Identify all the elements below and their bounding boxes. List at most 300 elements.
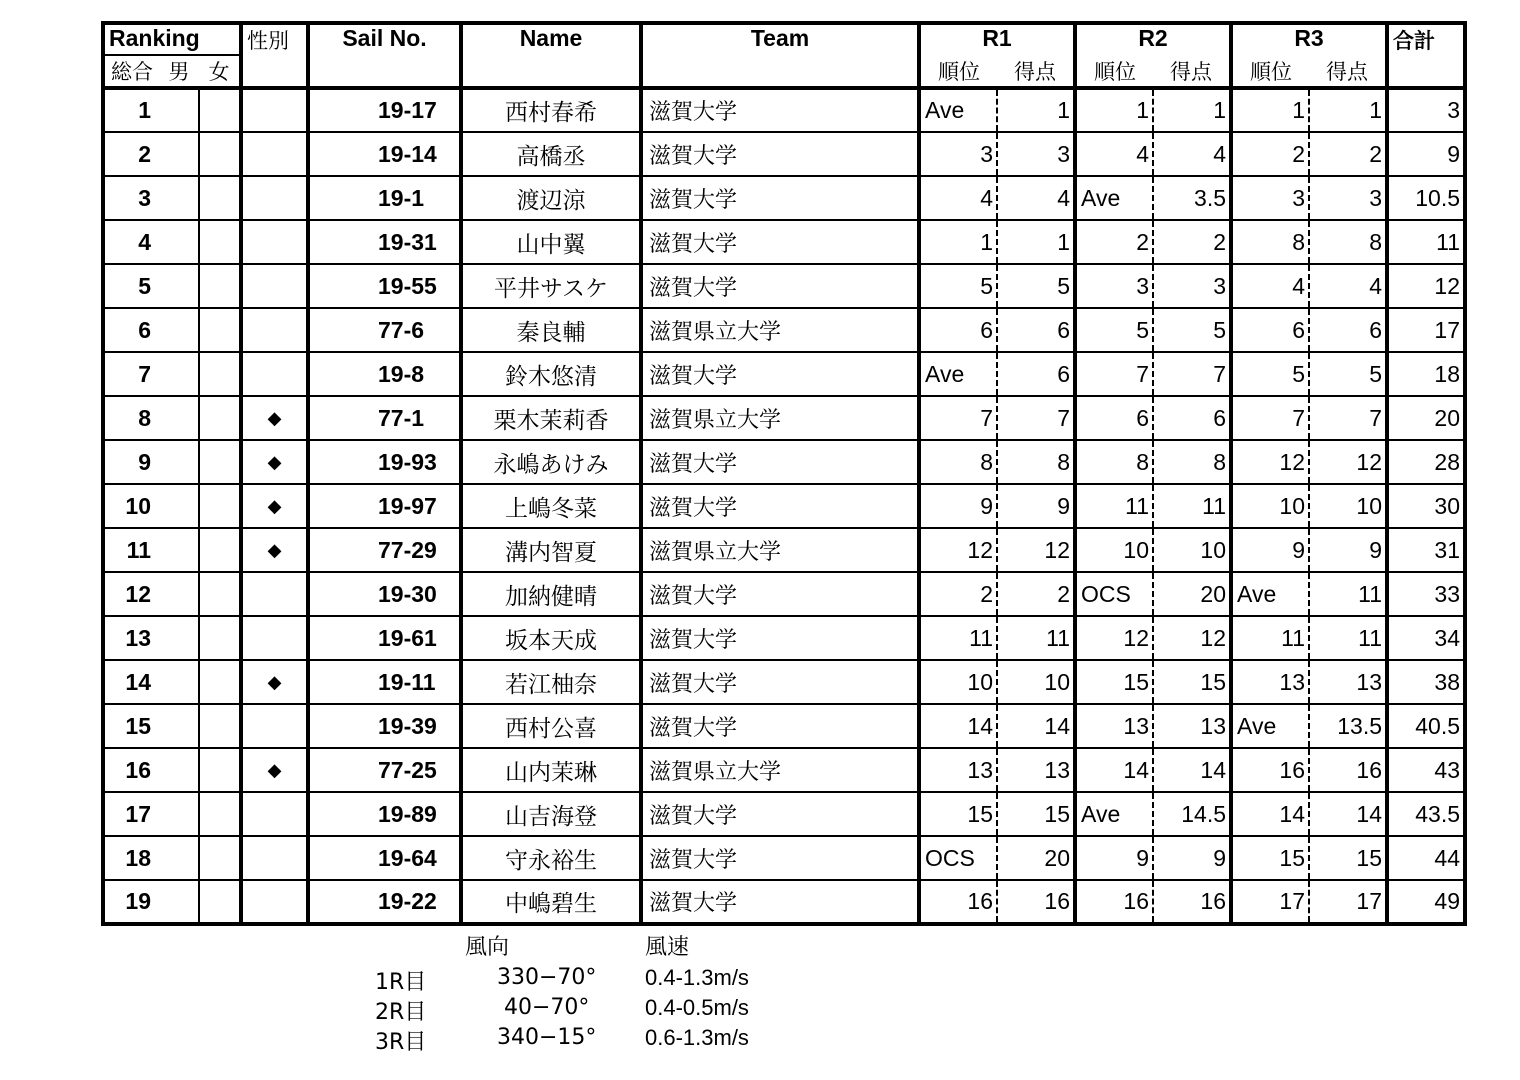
gender-mark <box>241 352 308 396</box>
race-3-label: 3R目 <box>375 1030 427 1055</box>
r1-points-cell: 2 <box>997 572 1075 616</box>
gender-mark: ◆ <box>241 396 308 440</box>
table-row <box>103 264 1465 308</box>
total-cell: 49 <box>1387 880 1465 924</box>
name-cell: 鈴木悠清 <box>461 352 641 396</box>
r3-points-cell: 5 <box>1309 352 1387 396</box>
r2-points-cell: 13 <box>1153 704 1231 748</box>
r1-place-cell: 6 <box>919 308 997 352</box>
male-rank-cell <box>159 836 199 880</box>
team-cell: 滋賀大学 <box>641 572 919 616</box>
gender-mark <box>241 220 308 264</box>
r2-place-cell: 15 <box>1075 660 1153 704</box>
r3-place-cell: 14 <box>1231 792 1309 836</box>
table-row <box>103 132 1465 176</box>
total-cell: 44 <box>1387 836 1465 880</box>
r1-points-cell: 6 <box>997 352 1075 396</box>
male-rank-cell <box>159 396 199 440</box>
table-row <box>103 220 1465 264</box>
male-rank-cell <box>159 616 199 660</box>
r1-place-cell: 2 <box>919 572 997 616</box>
table-row <box>103 176 1465 220</box>
name-cell: 加納健晴 <box>461 572 641 616</box>
r3-points-cell: 11 <box>1309 572 1387 616</box>
sail-no-cell: 77-6 <box>308 308 461 352</box>
gender-mark <box>241 792 308 836</box>
r1-points-cell: 20 <box>997 836 1075 880</box>
sail-no-cell: 19-39 <box>308 704 461 748</box>
r2-points-cell: 16 <box>1153 880 1231 924</box>
r3-place-cell: 16 <box>1231 748 1309 792</box>
r1-points-cell: 9 <box>997 484 1075 528</box>
total-cell: 17 <box>1387 308 1465 352</box>
gender-mark <box>241 88 308 132</box>
sail-no-cell: 19-64 <box>308 836 461 880</box>
r1-place-cell: 10 <box>919 660 997 704</box>
gender-mark <box>241 572 308 616</box>
r1-points-cell: 1 <box>997 88 1075 132</box>
team-cell: 滋賀大学 <box>641 484 919 528</box>
r2-points-cell: 2 <box>1153 220 1231 264</box>
r1-place-cell: 8 <box>919 440 997 484</box>
header-r3: R3 <box>1231 23 1387 55</box>
header-r2-place: 順位 <box>1094 60 1137 84</box>
name-cell: 坂本天成 <box>461 616 641 660</box>
female-rank-cell <box>199 176 241 220</box>
sail-no-cell: 77-1 <box>308 396 461 440</box>
header-team: Team <box>641 23 919 88</box>
total-cell: 11 <box>1387 220 1465 264</box>
r1-place-cell: Ave <box>919 88 997 132</box>
male-rank-cell <box>159 528 199 572</box>
rank-cell: 13 <box>103 616 159 660</box>
r1-place-cell: 16 <box>919 880 997 924</box>
r3-points-cell: 13.5 <box>1309 704 1387 748</box>
table-row <box>103 440 1465 484</box>
name-cell: 平井サスケ <box>461 264 641 308</box>
table-row <box>103 528 1465 572</box>
team-cell: 滋賀大学 <box>641 792 919 836</box>
sail-no-cell: 19-8 <box>308 352 461 396</box>
r3-points-cell: 2 <box>1309 132 1387 176</box>
r3-place-cell: 17 <box>1231 880 1309 924</box>
header-sail-no: Sail No. <box>308 23 461 88</box>
name-cell: 渡辺涼 <box>461 176 641 220</box>
team-cell: 滋賀大学 <box>641 836 919 880</box>
sail-no-cell: 19-31 <box>308 220 461 264</box>
r3-place-cell: 6 <box>1231 308 1309 352</box>
header-r3-points: 得点 <box>1309 55 1387 88</box>
team-cell: 滋賀県立大学 <box>641 308 919 352</box>
r2-points-cell: 8 <box>1153 440 1231 484</box>
r2-points-cell: 3 <box>1153 264 1231 308</box>
r2-points-cell: 15 <box>1153 660 1231 704</box>
male-rank-cell <box>159 572 199 616</box>
r3-points-cell: 12 <box>1309 440 1387 484</box>
r1-place-cell: 15 <box>919 792 997 836</box>
r3-points-cell: 11 <box>1309 616 1387 660</box>
r3-place-cell: 8 <box>1231 220 1309 264</box>
r2-points-cell: 7 <box>1153 352 1231 396</box>
sail-no-cell: 19-97 <box>308 484 461 528</box>
team-cell: 滋賀大学 <box>641 220 919 264</box>
total-cell: 12 <box>1387 264 1465 308</box>
total-cell: 31 <box>1387 528 1465 572</box>
r3-points-cell: 17 <box>1309 880 1387 924</box>
team-cell: 滋賀大学 <box>641 132 919 176</box>
r3-points-cell: 14 <box>1309 792 1387 836</box>
sail-no-cell: 19-1 <box>308 176 461 220</box>
r2-points-cell: 4 <box>1153 132 1231 176</box>
r1-place-cell: 9 <box>919 484 997 528</box>
r3-points-cell: 3 <box>1309 176 1387 220</box>
name-cell: 西村公喜 <box>461 704 641 748</box>
r3-points-cell: 9 <box>1309 528 1387 572</box>
r1-place-cell: 5 <box>919 264 997 308</box>
gender-mark <box>241 308 308 352</box>
r2-place-cell: 8 <box>1075 440 1153 484</box>
male-rank-cell <box>159 132 199 176</box>
female-rank-cell <box>199 308 241 352</box>
table-row <box>103 352 1465 396</box>
sail-no-cell: 19-22 <box>308 880 461 924</box>
rank-cell: 11 <box>103 528 159 572</box>
r2-points-cell: 12 <box>1153 616 1231 660</box>
r2-place-cell: 2 <box>1075 220 1153 264</box>
r1-place-cell: 14 <box>919 704 997 748</box>
gender-mark <box>241 132 308 176</box>
r1-points-cell: 7 <box>997 396 1075 440</box>
r2-points-cell: 1 <box>1153 88 1231 132</box>
table-row <box>103 836 1465 880</box>
name-cell: 溝内智夏 <box>461 528 641 572</box>
r2-place-cell: Ave <box>1075 176 1153 220</box>
female-rank-cell <box>199 484 241 528</box>
name-cell: 永嶋あけみ <box>461 440 641 484</box>
gender-mark <box>241 704 308 748</box>
r2-points-cell: 14.5 <box>1153 792 1231 836</box>
total-cell: 9 <box>1387 132 1465 176</box>
rank-cell: 3 <box>103 176 159 220</box>
name-cell: 山内茉琳 <box>461 748 641 792</box>
name-cell: 山中翼 <box>461 220 641 264</box>
r1-place-cell: 11 <box>919 616 997 660</box>
r3-place-cell: Ave <box>1231 572 1309 616</box>
male-rank-cell <box>159 440 199 484</box>
r1-place-cell: OCS <box>919 836 997 880</box>
r1-points-cell: 5 <box>997 264 1075 308</box>
r2-place-cell: 9 <box>1075 836 1153 880</box>
table-row <box>103 660 1465 704</box>
male-rank-cell <box>159 660 199 704</box>
r2-points-cell: 3.5 <box>1153 176 1231 220</box>
r2-points-cell: 11 <box>1153 484 1231 528</box>
r3-place-cell: 13 <box>1231 660 1309 704</box>
race-2-wind-speed: 0.4-0.5m/s <box>645 995 749 1020</box>
r3-place-cell: 5 <box>1231 352 1309 396</box>
sail-no-cell: 77-29 <box>308 528 461 572</box>
male-rank-cell <box>159 220 199 264</box>
r3-place-cell: 2 <box>1231 132 1309 176</box>
r1-place-cell: Ave <box>919 352 997 396</box>
gender-mark: ◆ <box>241 660 308 704</box>
gender-mark: ◆ <box>241 440 308 484</box>
sail-no-cell: 19-93 <box>308 440 461 484</box>
r3-points-cell: 8 <box>1309 220 1387 264</box>
gender-mark: ◆ <box>241 528 308 572</box>
r3-place-cell: 3 <box>1231 176 1309 220</box>
race-2-wind-direction: 40−70° <box>504 995 590 1020</box>
r2-place-cell: 10 <box>1075 528 1153 572</box>
total-cell: 38 <box>1387 660 1465 704</box>
rank-cell: 9 <box>103 440 159 484</box>
sail-no-cell: 19-14 <box>308 132 461 176</box>
team-cell: 滋賀大学 <box>641 880 919 924</box>
rank-cell: 12 <box>103 572 159 616</box>
team-cell: 滋賀大学 <box>641 264 919 308</box>
name-cell: 秦良輔 <box>461 308 641 352</box>
table-row <box>103 484 1465 528</box>
r2-points-cell: 10 <box>1153 528 1231 572</box>
female-rank-cell <box>199 572 241 616</box>
total-cell: 43.5 <box>1387 792 1465 836</box>
name-cell: 山吉海登 <box>461 792 641 836</box>
rank-cell: 18 <box>103 836 159 880</box>
r1-points-cell: 6 <box>997 308 1075 352</box>
r2-place-cell: 5 <box>1075 308 1153 352</box>
table-row <box>103 88 1465 132</box>
female-rank-cell <box>199 220 241 264</box>
total-cell: 28 <box>1387 440 1465 484</box>
team-cell: 滋賀大学 <box>641 660 919 704</box>
female-rank-cell <box>199 748 241 792</box>
name-cell: 栗木茉莉香 <box>461 396 641 440</box>
r2-place-cell: 3 <box>1075 264 1153 308</box>
rank-cell: 5 <box>103 264 159 308</box>
header-r2-points: 得点 <box>1153 55 1231 88</box>
r3-place-cell: 11 <box>1231 616 1309 660</box>
female-rank-cell <box>199 132 241 176</box>
female-rank-cell <box>199 880 241 924</box>
team-cell: 滋賀大学 <box>641 616 919 660</box>
r3-points-cell: 7 <box>1309 396 1387 440</box>
sail-no-cell: 19-89 <box>308 792 461 836</box>
team-cell: 滋賀県立大学 <box>641 748 919 792</box>
sail-no-cell: 19-30 <box>308 572 461 616</box>
name-cell: 守永裕生 <box>461 836 641 880</box>
r2-points-cell: 20 <box>1153 572 1231 616</box>
rank-cell: 17 <box>103 792 159 836</box>
name-cell: 高橋丞 <box>461 132 641 176</box>
r1-place-cell: 7 <box>919 396 997 440</box>
r3-place-cell: 12 <box>1231 440 1309 484</box>
r2-place-cell: OCS <box>1075 572 1153 616</box>
r3-points-cell: 15 <box>1309 836 1387 880</box>
total-cell: 30 <box>1387 484 1465 528</box>
gender-mark <box>241 880 308 924</box>
table-row <box>103 308 1465 352</box>
total-cell: 20 <box>1387 396 1465 440</box>
total-cell: 18 <box>1387 352 1465 396</box>
total-cell: 40.5 <box>1387 704 1465 748</box>
r3-points-cell: 1 <box>1309 88 1387 132</box>
r1-place-cell: 3 <box>919 132 997 176</box>
male-rank-cell <box>159 880 199 924</box>
r3-points-cell: 10 <box>1309 484 1387 528</box>
table-row <box>103 880 1465 924</box>
header-r1: R1 <box>919 23 1075 55</box>
r1-points-cell: 10 <box>997 660 1075 704</box>
rank-cell: 19 <box>103 880 159 924</box>
rank-cell: 16 <box>103 748 159 792</box>
male-rank-cell <box>159 88 199 132</box>
rank-cell: 14 <box>103 660 159 704</box>
male-rank-cell <box>159 352 199 396</box>
r2-points-cell: 5 <box>1153 308 1231 352</box>
total-cell: 34 <box>1387 616 1465 660</box>
female-rank-cell <box>199 440 241 484</box>
r3-points-cell: 16 <box>1309 748 1387 792</box>
team-cell: 滋賀大学 <box>641 440 919 484</box>
header-total: 合計 <box>1393 29 1436 53</box>
r1-points-cell: 4 <box>997 176 1075 220</box>
table-row <box>103 616 1465 660</box>
r2-points-cell: 6 <box>1153 396 1231 440</box>
table-row <box>103 704 1465 748</box>
gender-mark <box>241 264 308 308</box>
male-rank-cell <box>159 792 199 836</box>
r2-place-cell: Ave <box>1075 792 1153 836</box>
r1-points-cell: 13 <box>997 748 1075 792</box>
gender-mark: ◆ <box>241 484 308 528</box>
rank-cell: 15 <box>103 704 159 748</box>
r1-points-cell: 1 <box>997 220 1075 264</box>
race-3-wind-speed: 0.6-1.3m/s <box>645 1025 749 1050</box>
female-rank-cell <box>199 792 241 836</box>
total-cell: 3 <box>1447 97 1461 123</box>
male-rank-cell <box>159 748 199 792</box>
total-cell: 10.5 <box>1387 176 1465 220</box>
r3-place-cell: 9 <box>1231 528 1309 572</box>
wind-direction-label: 風向 <box>465 935 510 960</box>
r2-place-cell: 16 <box>1075 880 1153 924</box>
female-rank-cell <box>199 88 241 132</box>
header-r1-points: 得点 <box>997 55 1075 88</box>
r3-place-cell: 1 <box>1231 88 1309 132</box>
header-overall: 総合 <box>111 60 153 84</box>
r3-points-cell: 13 <box>1309 660 1387 704</box>
team-cell: 滋賀大学 <box>641 176 919 220</box>
r1-place-cell: 13 <box>919 748 997 792</box>
race-1-wind-direction: 330−70° <box>497 965 597 990</box>
header-r3-place: 順位 <box>1250 60 1293 84</box>
header-r1-place: 順位 <box>938 60 981 84</box>
r3-place-cell: 10 <box>1231 484 1309 528</box>
name-cell: 中嶋碧生 <box>461 880 641 924</box>
r3-place-cell: 15 <box>1231 836 1309 880</box>
rank-cell: 7 <box>103 352 159 396</box>
rank-cell: 8 <box>103 396 159 440</box>
team-cell: 滋賀大学 <box>641 88 919 132</box>
sail-no-cell: 19-17 <box>308 88 461 132</box>
r1-points-cell: 16 <box>997 880 1075 924</box>
gender-mark <box>241 176 308 220</box>
sail-no-cell: 77-25 <box>308 748 461 792</box>
team-cell: 滋賀県立大学 <box>641 528 919 572</box>
male-rank-cell <box>159 704 199 748</box>
male-rank-cell <box>159 484 199 528</box>
male-rank-cell <box>159 264 199 308</box>
male-rank-cell <box>159 308 199 352</box>
header-male: 男 <box>168 60 190 84</box>
rank-cell: 4 <box>103 220 159 264</box>
r2-points-cell: 9 <box>1153 836 1231 880</box>
race-1-wind-speed: 0.4-1.3m/s <box>645 965 749 990</box>
r1-points-cell: 11 <box>997 616 1075 660</box>
r1-place-cell: 4 <box>919 176 997 220</box>
r2-place-cell: 1 <box>1075 88 1153 132</box>
race-3-wind-direction: 340−15° <box>497 1025 597 1050</box>
female-rank-cell <box>199 264 241 308</box>
r1-points-cell: 12 <box>997 528 1075 572</box>
header-r2: R2 <box>1075 23 1231 55</box>
rank-cell: 10 <box>103 484 159 528</box>
gender-mark <box>241 836 308 880</box>
table-row <box>103 748 1465 792</box>
total-cell: 43 <box>1387 748 1465 792</box>
r2-place-cell: 12 <box>1075 616 1153 660</box>
sail-no-cell: 19-11 <box>308 660 461 704</box>
r2-place-cell: 6 <box>1075 396 1153 440</box>
r3-place-cell: 4 <box>1231 264 1309 308</box>
r1-place-cell: 12 <box>919 528 997 572</box>
r2-place-cell: 7 <box>1075 352 1153 396</box>
results-table <box>101 21 1467 926</box>
total-cell: 33 <box>1387 572 1465 616</box>
r2-place-cell: 13 <box>1075 704 1153 748</box>
r1-points-cell: 14 <box>997 704 1075 748</box>
female-rank-cell <box>199 836 241 880</box>
female-rank-cell <box>199 352 241 396</box>
r3-place-cell: Ave <box>1231 704 1309 748</box>
header-name: Name <box>461 23 641 88</box>
table-row <box>103 572 1465 616</box>
name-cell: 西村春希 <box>461 88 641 132</box>
female-rank-cell <box>199 704 241 748</box>
rank-cell: 6 <box>103 308 159 352</box>
r3-points-cell: 4 <box>1309 264 1387 308</box>
r1-points-cell: 8 <box>997 440 1075 484</box>
female-rank-cell <box>199 660 241 704</box>
race-1-label: 1R目 <box>375 970 427 995</box>
r2-place-cell: 11 <box>1075 484 1153 528</box>
gender-mark: ◆ <box>241 748 308 792</box>
rank-cell: 1 <box>138 97 151 123</box>
team-cell: 滋賀大学 <box>641 352 919 396</box>
header-ranking: Ranking <box>103 23 241 55</box>
wind-speed-label: 風速 <box>645 935 690 960</box>
race-2-label: 2R目 <box>375 1000 427 1025</box>
r1-points-cell: 15 <box>997 792 1075 836</box>
female-rank-cell <box>199 396 241 440</box>
gender-mark <box>241 616 308 660</box>
r3-place-cell: 7 <box>1231 396 1309 440</box>
sail-no-cell: 19-61 <box>308 616 461 660</box>
r2-place-cell: 4 <box>1075 132 1153 176</box>
r2-place-cell: 14 <box>1075 748 1153 792</box>
header-gender: 性別 <box>241 23 308 88</box>
r3-points-cell: 6 <box>1309 308 1387 352</box>
